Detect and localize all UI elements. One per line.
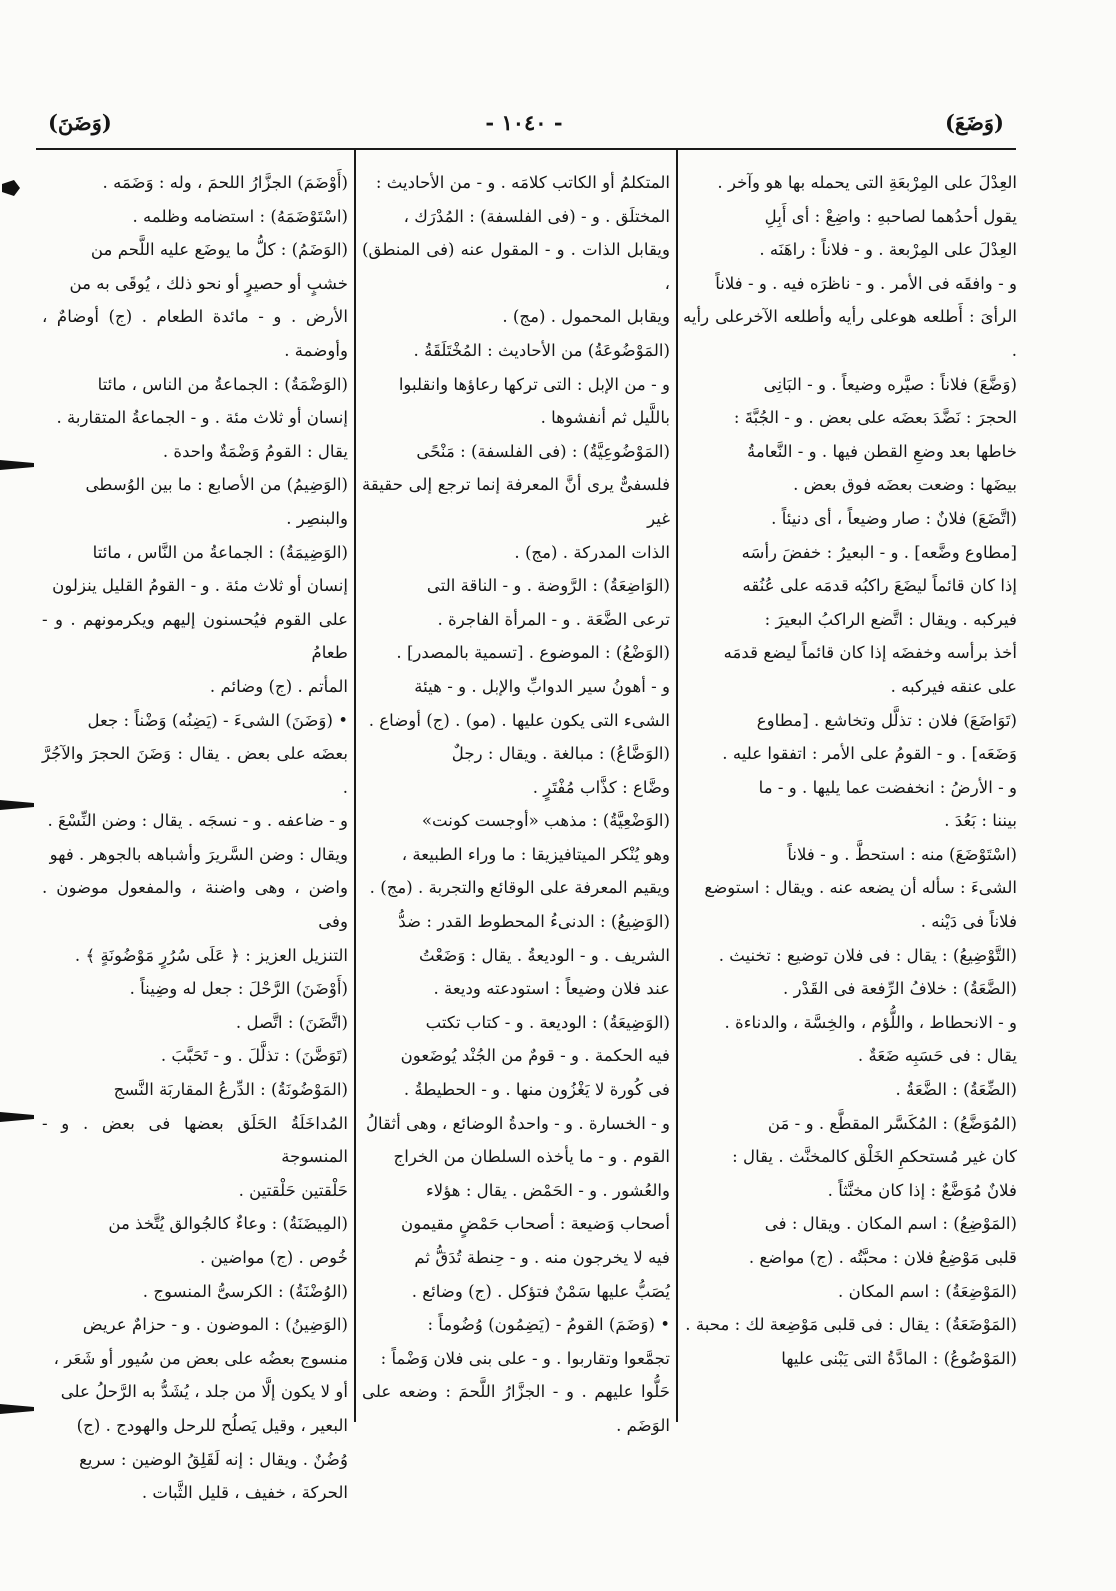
text-line: العِدْلَ على المِرْبعَةِ التى يحمله بها هو وآخر . (717, 173, 1017, 192)
text-line: أو لا يكون إلَّا من جلد ، يُشَدُّ به الرَّحلُ على (60, 1382, 348, 1402)
text-line: الذات المدركة . (مج) . (514, 542, 670, 562)
text-line: (الوَضْعِيَّةُ) : مذهب «أوجست كونت» (421, 811, 670, 831)
text-line: أصحاب وَضيعة : أصحاب حَمْضٍ مقيمون (401, 1214, 670, 1234)
page-header (0, 104, 1116, 148)
text-line: خشبٍ أو حصيرٍ أو نحو ذلك ، يُوقَى به من (69, 273, 348, 293)
text-line: الأرض . و - مائدة الطعام . (ج) أوضامٌ ، وأوضمة . (42, 307, 348, 360)
text-line: بعضَه على بعض . يقال : وَضَنَ الحجرَ والآجُرَّ . (42, 744, 348, 797)
column-middle (362, 166, 670, 1443)
text-line: والعُشور . و - الحَمْض . يقال : هؤلاء (425, 1180, 670, 1200)
text-line: يقال : فى حَسَبِه ضَعَةٌ . (857, 1046, 1017, 1066)
text-line: و - ضاعفه . و - نسجَه . يقال : وضن النِّسْعَ . (47, 811, 348, 831)
text-line: ويقابل المحمول . (مج) . (502, 307, 670, 327)
text-line: (المَوْضُونَةُ) : الدِّرعُ المقاربَة النَّسج (113, 1080, 348, 1100)
text-line: (الوَضَّاعُ) : مبالغة . ويقال : رجلٌ (451, 744, 670, 764)
text-line: منسوج بعضُه على بعض من سُيور أو شَعَر ، (53, 1348, 348, 1368)
text-line: القوم . و - ما يأخذه السلطان من الخراج (393, 1147, 670, 1167)
text-line: يُصَبُّ عليها سَمْنٌ فتؤكل . (ج) وضائع . (411, 1281, 670, 1301)
text-line: و - الانحطاط ، واللُّؤم ، والخِسَّة ، والدناءة . (724, 1012, 1017, 1032)
text-line: (الوَضِيمُ) من الأصابع : ما بين الوُسطى (85, 475, 348, 495)
text-line: (المَوْضَعَةُ) : يقال : فى قلبى مَوْضِعة لك : محبة . (685, 1315, 1017, 1335)
text-line: (وَضَّعَ) فلاناً : صيَّره وضيعاً . و - البَانِى (763, 374, 1017, 394)
text-line: (المَوْضُوعَةُ) من الأحاديث : المُخْتَلَقَةُ . (413, 340, 670, 360)
text-line: (المُوَضَّعُ) : المُكَسَّر المقطَّع . و - مَن (767, 1113, 1017, 1133)
text-line: ترعى الضَّعَة . و - المرأة الفاجرة . (437, 609, 670, 629)
text-line: التنزيل العزيز : ﴿ عَلَى سُرُرٍ مَوْضُونَةٍ ﴾ . (74, 945, 348, 965)
text-line: الشريف . و - الوديعةُ . يقال : وَضَعْتُ (418, 945, 670, 965)
text-line: (الوُضْنَةُ) : الكرسىُّ المنسوج . (142, 1281, 348, 1301)
text-line: و - من الإبل : التى تركها رعاؤها وانقلبوا (398, 374, 670, 394)
text-line: ويقال : وضن السَّريرَ وأشباهه بالجوهر . فهو (49, 844, 348, 864)
text-line: فيركبه . ويقال : اتَّضع الراكبُ البعيرَ : (764, 609, 1017, 629)
text-line: فيه لا يخرجون منه . و - حِنطة تُدَقُّ ثم (414, 1248, 670, 1267)
text-line: • (وَضَنَ) الشىءَ - (يَضِنُه) وَضْناً : جعل (87, 710, 348, 730)
text-line: حَلْقتين حَلْقتين . (238, 1180, 348, 1200)
text-line: (المِيضَنَةُ) : وعاءٌ كالجُوالق يُتَّخذ من (108, 1214, 348, 1234)
text-line: العِدْلَ على المِرْبعة . و - فلاناً : راهَنَه . (759, 240, 1017, 260)
text-line: المأتم . (ج) وضائم . (209, 676, 348, 696)
text-line: الشىء التى يكون عليها . (مو) . (ج) أوضاع . (368, 710, 670, 730)
text-line: وضَّاع : كذَّاب مُفْتَرٍ . (532, 777, 670, 797)
text-line: المختلَق . و - (فى الفلسفة) : المُدْرَك ، (403, 206, 670, 226)
text-line: إنسان أو ثلاث مئة . و - القومُ القليل ينزلون (52, 576, 348, 596)
text-line: والبنصِر . (286, 508, 348, 528)
column-divider-right (676, 150, 678, 1422)
text-line: قلبى مَوْضِعُ فلان : محبَّتُه . (ج) مواضع . (748, 1248, 1017, 1267)
text-line: و - الأرضُ : انخفضت عما يليها . و - ما (758, 777, 1017, 797)
text-line: (الضَّعَةُ) : خلافُ الرِّفعة فى القَدْر . (783, 979, 1017, 999)
text-line: خاطها بعد وضعِ القطن فيها . و - النَّعامةُ (746, 441, 1017, 461)
text-line: الحجرَ : نَضَّدَ بعضَه على بعض . و - الجُبَّةَ : (733, 408, 1017, 428)
text-line: (الوَضِيعَةُ) : الوديعة . و - كتاب تكتب (425, 1012, 670, 1032)
text-line: فى كُورة لا يَغْزُون منها . و - الحطيطةُ . (403, 1080, 670, 1100)
text-line: فلاناً فى دَيْنه . (920, 912, 1017, 932)
text-line: عند فلان وضيعاً : استودعته وديعة . (433, 979, 670, 999)
page-number: - ١٠٤٠ - (485, 110, 563, 135)
text-line: (أَوْضَنَ) الرَّحْلَ : جعل له وضِيناً . (129, 979, 348, 999)
margin-mark-icon (0, 1110, 36, 1130)
text-line: (الوَضَمُ) : كلُّ ما يوضَع عليه اللَّحم من (90, 240, 348, 260)
column-divider-left (354, 150, 356, 1422)
text-line: المُداخَلَةُ الحَلَق بعضها فى بعض . و - المنسوجة (42, 1113, 348, 1167)
text-line: (الوَاضِعَةُ) : الرَّوضة . و - الناقة التى (426, 576, 670, 596)
text-line: كان غير مُستحكمِ الخَلْق كالمخنَّث . يقال : (732, 1147, 1017, 1167)
text-line: إنسان أو ثلاث مئة . و - الجماعةُ المتقاربة . (56, 408, 348, 428)
text-line: ويقابل الذات . و - المقول عنه (فى المنطق) ، (362, 240, 670, 293)
text-line: و - أهونُ سير الدوابِّ والإبل . و - هيئة (414, 676, 670, 696)
text-line: واضن ، وهى واضنة ، والمفعول موضون . وفى (42, 878, 348, 932)
text-line: (تَوَضَّنَ) : تذلَّلَ . و - تَحَبَّبَ . (160, 1046, 348, 1066)
text-line: أخذ برأسه وخفضَه إذا كان قائماً ليضع قدمَه (723, 643, 1017, 663)
text-line: و - وافقَه فى الأمر . و - ناظرَه فيه . و - فلاناً (715, 273, 1017, 293)
text-line: (الضِّعَةُ) : الضَّعَةُ . (895, 1080, 1017, 1100)
text-line: إذا كان قائماً ليضَعَ راكبُه قدمَه على عُنُقه (742, 576, 1017, 596)
text-line: (التَّوْضِيعُ) : يقال : فى فلان توضيع : تخنيث . (718, 945, 1017, 965)
text-line: الرأىَ : أَطلعه هوعلى رأيه وأطلعه الآخرعلى رأيه . (683, 307, 1017, 360)
text-line: (المَوْضِعُ) : اسم المكان . ويقال : فى (764, 1214, 1017, 1234)
margin-mark-icon (0, 798, 36, 818)
margin-mark-icon (0, 458, 36, 478)
text-line: المتكلمُ أو الكاتب كلامَه . و - من الأحاديث : (375, 173, 670, 192)
text-line: (اسْتَوْضَمَهُ) : استضامه وظلمه . (132, 206, 348, 226)
text-line: بيضَها : وضعت بعضَه فوق بعض . (793, 475, 1017, 495)
text-line: وَضَعَه] . و - القومُ على الأمر : اتفقوا عليه . (722, 744, 1017, 764)
text-line: البعير ، وقيل يَصلُح للرحل والهودج . (ج) (76, 1415, 348, 1435)
margin-mark-icon (0, 178, 36, 198)
text-line: وُضُنٌ . ويقال : إنه لَقَلِقُ الوضين : سريع (79, 1449, 348, 1469)
text-line: على عنقه فيركبه . (890, 676, 1017, 696)
text-line: • (وَضَمَ) القومُ - (يَضِمُون) وُضُوماً : (427, 1315, 670, 1335)
column-right (683, 166, 1017, 1375)
text-line: (الوَضِينُ) : الموضون . و - حزامٌ عريض (82, 1315, 348, 1335)
text-line: (اسْتَوْضَعَ) منه : استحطَّ . و - فلاناً (787, 844, 1017, 864)
header-rule (36, 148, 1016, 150)
text-line: فلسفىٌّ يرى أنَّ المعرفة إنما ترجع إلى حقيقة غير (362, 475, 670, 528)
text-line: على القوم فيُحسنون إليهم ويكرمونهم . و - طعامُ (42, 609, 348, 663)
text-line: (المَوْضُوعِيَّةُ) : (فى الفلسفة) : مَنْحًى (416, 441, 670, 461)
text-line: تجمَّعوا وتقاربوا . و - على بنى فلان وَضْماً : (380, 1348, 670, 1368)
text-line: ويقيم المعرفة على الوقائع والتجربة . (مج) . (369, 878, 670, 898)
text-line: الشىءَ : سأله أن يضعه عنه . ويقال : استوضع (704, 878, 1017, 898)
text-line: فيه الحكمة . و - قومٌ من الجُنْد يُوضَعون (400, 1046, 670, 1066)
headword-right: (وَضَعَ) (944, 110, 1004, 135)
text-line: فلانٌ مُوَضَّعٌ : إذا كان مخنَّثاً . (827, 1180, 1017, 1200)
text-line: يقال : القومُ وَضْمَةٌ واحدة . (162, 441, 348, 461)
text-line: حَلُّوا عليهم . و - الجزَّارُ اللَّحمَ : وضعه على الوَضَم . (362, 1382, 670, 1435)
text-line: (اتَّضَعَ) فلانٌ : صار وضيعاً ، أى دنيئاً . (771, 508, 1017, 528)
text-line: باللَّيل ثم أنفشوها . (540, 408, 670, 428)
text-line: (اتَّضَنَ) : اتَّصل . (235, 1012, 348, 1032)
text-line: (أَوْضَمَ) الجزَّارُ اللحمَ ، وله : وَضَمَه . (102, 173, 348, 192)
text-line: وهو يُنْكر الميتافيزيقا : ما وراء الطبيعة ، (401, 844, 670, 864)
text-line: بيننا : بَعُدَ . (944, 811, 1017, 831)
margin-mark-icon (0, 1402, 36, 1422)
text-line: (المَوْضِعَةُ) : اسم المكان . (838, 1281, 1017, 1301)
text-line: (الوَضْعُ) : الموضوع . [تسمية بالمصدر] . (396, 643, 670, 663)
text-line: [مطاوع وضَّعه] . و - البعيرُ : خفضَ رأسَه (741, 542, 1017, 562)
text-line: الحركة ، خفيف ، قليل الثَّبات . (141, 1483, 348, 1503)
text-line: و - الخسارة . و - واحدةُ الوضائع ، وهى أثقالُ (365, 1113, 670, 1133)
column-left (42, 166, 348, 1510)
text-line: يقول أحدُهما لصاحبهِ : واضِعْ : أى أَبِلِ (764, 206, 1017, 226)
text-line: خُوص . (ج) مواضين . (200, 1248, 348, 1267)
text-line: (الوَضْمَةُ) : الجماعةُ من الناس ، مائتا (97, 374, 348, 394)
headword-left: (وَضَنَ) (48, 110, 112, 135)
text-line: (الوَضِيمَةُ) : الجماعةُ من النَّاس ، مائتا (92, 542, 348, 562)
text-line: (الوَضِيعُ) : الدنىءُ المحطوط القدر : ضدُّ (398, 912, 670, 932)
text-line: (تَوَاضَعَ) فلان : تذلَّل وتخاشع . [مطاوع (756, 710, 1017, 730)
text-line: (المَوْضُوعُ) : المادَّةُ التى يَبْنى عليها (781, 1348, 1017, 1368)
